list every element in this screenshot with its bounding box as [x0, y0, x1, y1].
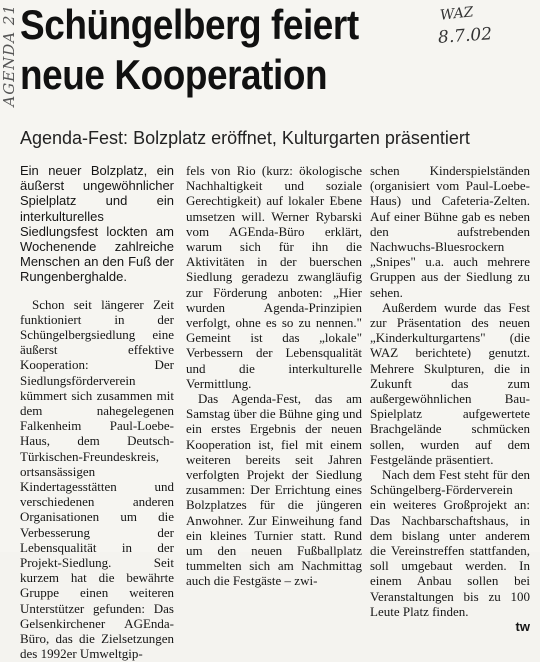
article-paragraph: schen Kinderspielständen (organisiert vom Paul-Loebe-Haus) und Cafeteria-Zelten. Auf einer Bühne gab es neben den aufstrebenden Nachwuchs-Bluesrockern „Snipes" u.a. auch mehrere Gruppen aus der Siedlung zu sehen. — [370, 163, 530, 300]
article-author-initials — [370, 619, 530, 634]
article-lead: Ein neuer Bolzplatz, ein äußerst ungewöhnlicher Spielplatz und ein interkulturelles Siedlungsfest lockten am Wochenende zahlreiche Menschen an den Fuß der Rungenberghalde. — [20, 163, 174, 285]
article-paragraph: Nach dem Fest steht für den Schüngelberg-Förderverein ein weiteres Großprojekt an: Das Nachbarschaftshaus, in dem bislang unter anderem die Vereinstreffen stattfanden, soll umgebaut werden. In einem Anbau sollen bei Veranstaltungen bis zu 100 Leute Platz finden. — [370, 467, 530, 619]
article-paragraph: Das Agenda-Fest, das am Samstag über die Bühne ging und ein erstes Ergebnis der neuen Kooperation ist, fiel mit einem weiteren bereits seit Jahren verfolgten Projekt der Siedlung zusammen: Der Errichtung eines Bolzplatzes für die jüngeren Anwohner. Zur Einweihung fand ein kleines Turnier statt. Rund um den neuen Fußballplatz tummelten sich am Nachmittag auch die Festgäste – zwi- — [186, 391, 362, 589]
article-column-2 — [186, 163, 362, 589]
headline-line-1: Schüngelberg feiert — [20, 1, 359, 48]
article-paragraph: Außerdem wurde das Fest zur Präsentation des neuen „Kinderkulturgartens" (die WAZ berichtete) genutzt. Mehrere Skulpturen, die in Zukunft das zum außergewöhnlichen Bau-Spielplatz aufgewertete Brachgelände schmücken sollen, wurden auf dem Festgelände präsentiert. — [370, 299, 530, 467]
headline-line-2: neue Kooperation — [20, 51, 328, 98]
handwritten-date: 8.7.02 — [437, 24, 493, 48]
subheadline: Agenda-Fest: Bolzplatz eröffnet, Kulturgarten präsentiert — [20, 128, 470, 148]
author-initials: tw — [515, 619, 530, 635]
article-column-1 — [20, 163, 174, 662]
headline — [20, 0, 390, 100]
article-paragraph: Schon seit längerer Zeit funktioniert in der Schüngelbergsiedlung eine äußerst effektive Kooperation: Der Siedlungsförderverein kümmert sich zusammen mit dem nahegelegenen Falkenheim Paul-Loebe-Haus, dem Deutsch-Türkischen-Freundeskreis, ortsansässigen Kindertagesstätten und verschiedenen anderen Organisationen um die Verbesserung der Lebensqualität in der Projekt-Siedlung. Seit kurzem hat die bewährte Gruppe einen weiteren Unterstützer gefunden: Das Gelsenkirchener AGEnda-Büro, das die Zielsetzungen des 1992er Umweltgip- — [20, 296, 174, 662]
margin-handwritten-note: AGENDA 21 — [0, 4, 18, 107]
article-column-3 — [370, 163, 530, 634]
article-paragraph: fels von Rio (kurz: ökologische Nachhaltigkeit und soziale Gerechtigkeit) auf lokaler Ebene umsetzen will. Werner Rybarski vom AGEnda-Büro erklärt, warum sich für ihn die Aktivitäten in der buerschen Siedlung geradezu zwangläufig zur Förderung anboten: „Hier wurden Agenda-Prinzipien verfolgt, ohne es so zu nennen." Gemeint ist das „lokale" Verbessern der Lebensqualität und die interkulturelle Vermittlung. — [186, 163, 362, 391]
handwritten-source: WAZ — [439, 4, 475, 24]
